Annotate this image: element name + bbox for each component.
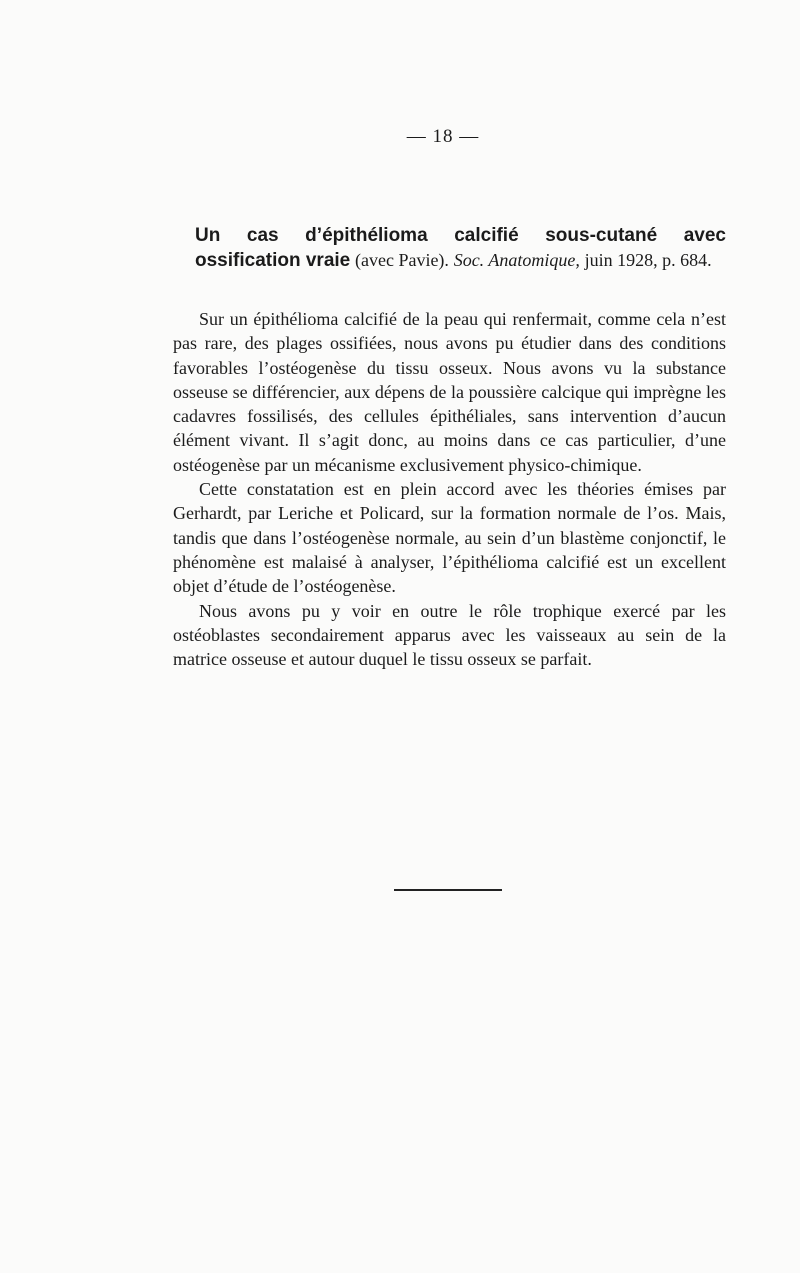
paragraph-2: Cette constatation est en plein accord avec les théories émises par Gerhardt, par Leriche et Policard, sur la formation normale de l’os. Mais, tandis que dans l’ostéogenèse normale, au sein d’un blastème conjonctif, le phénomène est malaisé à analyser, l’épithélioma calcifié est un excellent objet d’étude de l’ostéogenèse.: [173, 479, 726, 597]
article-heading: [173, 224, 726, 273]
paragraph-1: Sur un épithélioma calcifié de la peau qui renfermait, comme cela n’est pas rare, des plages ossifiées, nous avons pu étudier dans des conditions favorables l’ostéogenèse du tissu osseux. Nous avons vu la substance osseuse se différencier, aux dépens de la poussière calcique qui imprègne les cadavres fossilisés, des cellules épithéliales, sans intervention d’aucun élément vivant. Il s’agit donc, au moins dans ce cas particulier, d’une ostéogenèse par un mécanisme exclusivement physico-chimique.: [173, 309, 726, 475]
end-divider: [394, 889, 502, 891]
page-number: — 18 —: [406, 126, 480, 147]
article-title: Un cas d’épithélioma calcifié sous-cutané avec ossification vraie: [195, 225, 726, 271]
article: [173, 224, 726, 671]
article-authors: (avec Pavie).: [354, 250, 449, 270]
article-journal: Soc. Anatomique,: [453, 250, 580, 270]
paragraph-3: Nous avons pu y voir en outre le rôle trophique exercé par les ostéoblastes secondairement apparus avec les vaisseaux au sein de la matrice osseuse et autour duquel le tissu osseux se parfait.: [173, 600, 726, 670]
article-body: [173, 307, 726, 671]
article-date-page: juin 1928, p. 684.: [584, 250, 712, 270]
